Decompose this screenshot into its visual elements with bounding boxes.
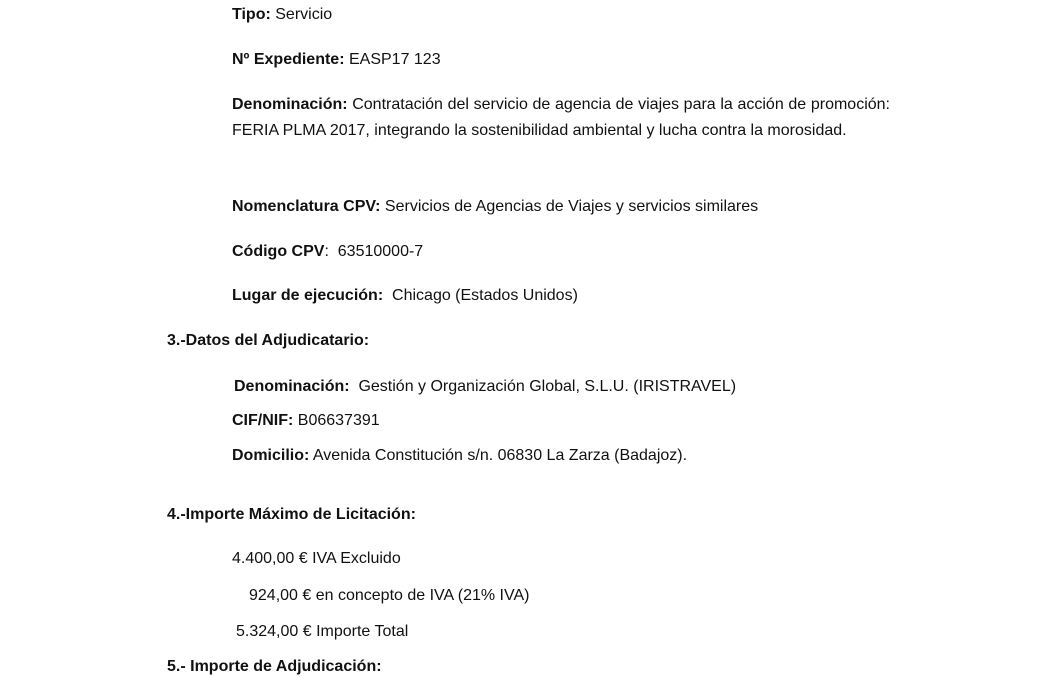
importe-line-iva: 924,00 € en concepto de IVA (21% IVA) (249, 587, 530, 604)
adjudicatario-heading: 3.-Datos del Adjudicatario: (167, 332, 370, 349)
tipo-label: Tipo: (232, 6, 271, 23)
codigo-line (232, 242, 423, 262)
nomenclatura-label: Nomenclatura CPV: (232, 198, 381, 215)
tipo-line (232, 5, 332, 25)
codigo-value: : 63510000-7 (324, 243, 424, 260)
lugar-line (232, 286, 578, 306)
denominacion-paragraph (232, 92, 890, 144)
nomenclatura-value: Servicios de Agencias de Viajes y servicios similares (380, 198, 759, 215)
expediente-value: EASP17 123 (344, 51, 441, 68)
denominacion-label: Denominación: (232, 96, 348, 113)
cif-label: CIF/NIF: (232, 412, 294, 429)
cif-value: B06637391 (293, 412, 380, 429)
cif-line (232, 411, 380, 431)
importe-line-excluido: 4.400,00 € IVA Excluido (232, 550, 401, 567)
adj-denominacion-value: Gestión y Organización Global, S.L.U. (IRISTRAVEL) (349, 378, 737, 395)
codigo-label: Código CPV (232, 243, 325, 260)
importe-maximo-heading: 4.-Importe Máximo de Licitación: (167, 506, 416, 523)
domicilio-value: Avenida Constitución s/n. 06830 La Zarza (Badajoz). (309, 447, 688, 464)
adj-denominacion-label: Denominación: (234, 378, 350, 395)
domicilio-line (232, 446, 687, 466)
lugar-label: Lugar de ejecución: (232, 287, 384, 304)
nomenclatura-line (232, 197, 758, 217)
domicilio-label: Domicilio: (232, 447, 310, 464)
lugar-value: Chicago (Estados Unidos) (383, 287, 578, 304)
expediente-line (232, 50, 441, 70)
expediente-label: Nº Expediente: (232, 51, 345, 68)
importe-line-total: 5.324,00 € Importe Total (236, 623, 409, 640)
importe-adjudicacion-heading: 5.- Importe de Adjudicación: (167, 658, 382, 675)
denominacion-value: Contratación del servicio de agencia de viajes para la acción de promoción: FERIA PLMA 2017, integrando la sostenibilidad ambiental y lucha contra la morosidad. (232, 96, 890, 139)
adj-denominacion-line (234, 377, 736, 397)
tipo-value: Servicio (270, 6, 333, 23)
